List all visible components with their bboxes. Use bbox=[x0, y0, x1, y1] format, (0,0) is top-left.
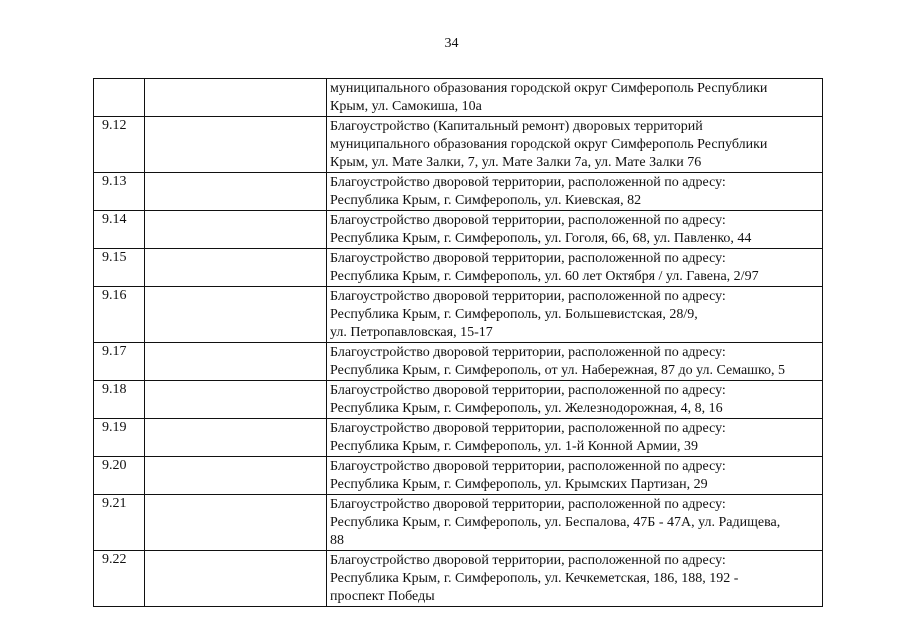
table-row bbox=[94, 173, 823, 211]
description-line: Благоустройство дворовой территории, расположенной по адресу: bbox=[330, 251, 726, 266]
description-line: Республика Крым, г. Симферополь, ул. Гоголя, 66, 68, ул. Павленко, 44 bbox=[330, 231, 752, 246]
description-line: муниципального образования городской округ Симферополь Республики bbox=[330, 81, 768, 96]
work-description bbox=[327, 419, 823, 457]
page-number: 34 bbox=[444, 36, 459, 51]
table-row bbox=[94, 457, 823, 495]
description-line: Республика Крым, г. Симферополь, ул. Железнодорожная, 4, 8, 16 bbox=[330, 401, 723, 416]
empty-cell bbox=[145, 117, 327, 173]
work-description bbox=[327, 551, 823, 607]
description-line: Благоустройство дворовой территории, расположенной по адресу: bbox=[330, 383, 726, 398]
empty-cell bbox=[145, 79, 327, 117]
row-number: 9.12 bbox=[94, 117, 145, 173]
empty-cell bbox=[145, 249, 327, 287]
work-description bbox=[327, 287, 823, 343]
row-number: 9.14 bbox=[94, 211, 145, 249]
table-row bbox=[94, 79, 823, 117]
table-row bbox=[94, 343, 823, 381]
description-line: Благоустройство (Капитальный ремонт) дворовых территорий bbox=[330, 119, 703, 134]
table-body bbox=[94, 79, 823, 607]
empty-cell bbox=[145, 419, 327, 457]
description-line: Благоустройство дворовой территории, расположенной по адресу: bbox=[330, 175, 726, 190]
description-line: Республика Крым, г. Симферополь, ул. Киевская, 82 bbox=[330, 193, 642, 208]
description-line: Крым, ул. Самокиша, 10а bbox=[330, 99, 482, 114]
row-number: 9.22 bbox=[94, 551, 145, 607]
description-line: 88 bbox=[330, 533, 344, 548]
description-line: Благоустройство дворовой территории, расположенной по адресу: bbox=[330, 553, 726, 568]
description-line: Республика Крым, г. Симферополь, ул. 60 лет Октября / ул. Гавена, 2/97 bbox=[330, 269, 759, 284]
empty-cell bbox=[145, 457, 327, 495]
empty-cell bbox=[145, 495, 327, 551]
empty-cell bbox=[145, 381, 327, 419]
table-row bbox=[94, 211, 823, 249]
work-description bbox=[327, 381, 823, 419]
empty-cell bbox=[145, 211, 327, 249]
row-number bbox=[94, 79, 145, 117]
description-line: Благоустройство дворовой территории, расположенной по адресу: bbox=[330, 497, 726, 512]
work-description bbox=[327, 343, 823, 381]
row-number: 9.21 bbox=[94, 495, 145, 551]
table-row bbox=[94, 287, 823, 343]
work-description bbox=[327, 457, 823, 495]
description-line: Благоустройство дворовой территории, расположенной по адресу: bbox=[330, 459, 726, 474]
description-line: Благоустройство дворовой территории, расположенной по адресу: bbox=[330, 213, 726, 228]
table-row bbox=[94, 419, 823, 457]
row-number: 9.13 bbox=[94, 173, 145, 211]
description-line: Республика Крым, г. Симферополь, ул. Беспалова, 47Б - 47А, ул. Радищева, bbox=[330, 515, 781, 530]
row-number: 9.20 bbox=[94, 457, 145, 495]
description-line: муниципального образования городской округ Симферополь Республики bbox=[330, 137, 768, 152]
work-description bbox=[327, 117, 823, 173]
table-row bbox=[94, 381, 823, 419]
work-description bbox=[327, 249, 823, 287]
table-row bbox=[94, 495, 823, 551]
work-description bbox=[327, 173, 823, 211]
description-line: ул. Петропавловская, 15-17 bbox=[330, 325, 493, 340]
description-line: Благоустройство дворовой территории, расположенной по адресу: bbox=[330, 289, 726, 304]
row-number: 9.16 bbox=[94, 287, 145, 343]
table-row bbox=[94, 117, 823, 173]
description-line: Благоустройство дворовой территории, расположенной по адресу: bbox=[330, 345, 726, 360]
description-line: Республика Крым, г. Симферополь, от ул. Набережная, 87 до ул. Семашко, 5 bbox=[330, 363, 786, 378]
row-number: 9.15 bbox=[94, 249, 145, 287]
work-description bbox=[327, 211, 823, 249]
description-line: Республика Крым, г. Симферополь, ул. Большевистская, 28/9, bbox=[330, 307, 698, 322]
row-number: 9.18 bbox=[94, 381, 145, 419]
empty-cell bbox=[145, 173, 327, 211]
works-table bbox=[93, 78, 823, 607]
work-description bbox=[327, 495, 823, 551]
empty-cell bbox=[145, 343, 327, 381]
empty-cell bbox=[145, 551, 327, 607]
table-row bbox=[94, 249, 823, 287]
description-line: Республика Крым, г. Симферополь, ул. 1-й Конной Армии, 39 bbox=[330, 439, 699, 454]
table-row bbox=[94, 551, 823, 607]
description-line: Благоустройство дворовой территории, расположенной по адресу: bbox=[330, 421, 726, 436]
description-line: проспект Победы bbox=[330, 589, 435, 604]
description-line: Крым, ул. Мате Залки, 7, ул. Мате Залки 7а, ул. Мате Залки 76 bbox=[330, 155, 702, 170]
work-description bbox=[327, 79, 823, 117]
description-line: Республика Крым, г. Симферополь, ул. Крымских Партизан, 29 bbox=[330, 477, 708, 492]
empty-cell bbox=[145, 287, 327, 343]
row-number: 9.17 bbox=[94, 343, 145, 381]
row-number: 9.19 bbox=[94, 419, 145, 457]
description-line: Республика Крым, г. Симферополь, ул. Кечкеметская, 186, 188, 192 - bbox=[330, 571, 739, 586]
